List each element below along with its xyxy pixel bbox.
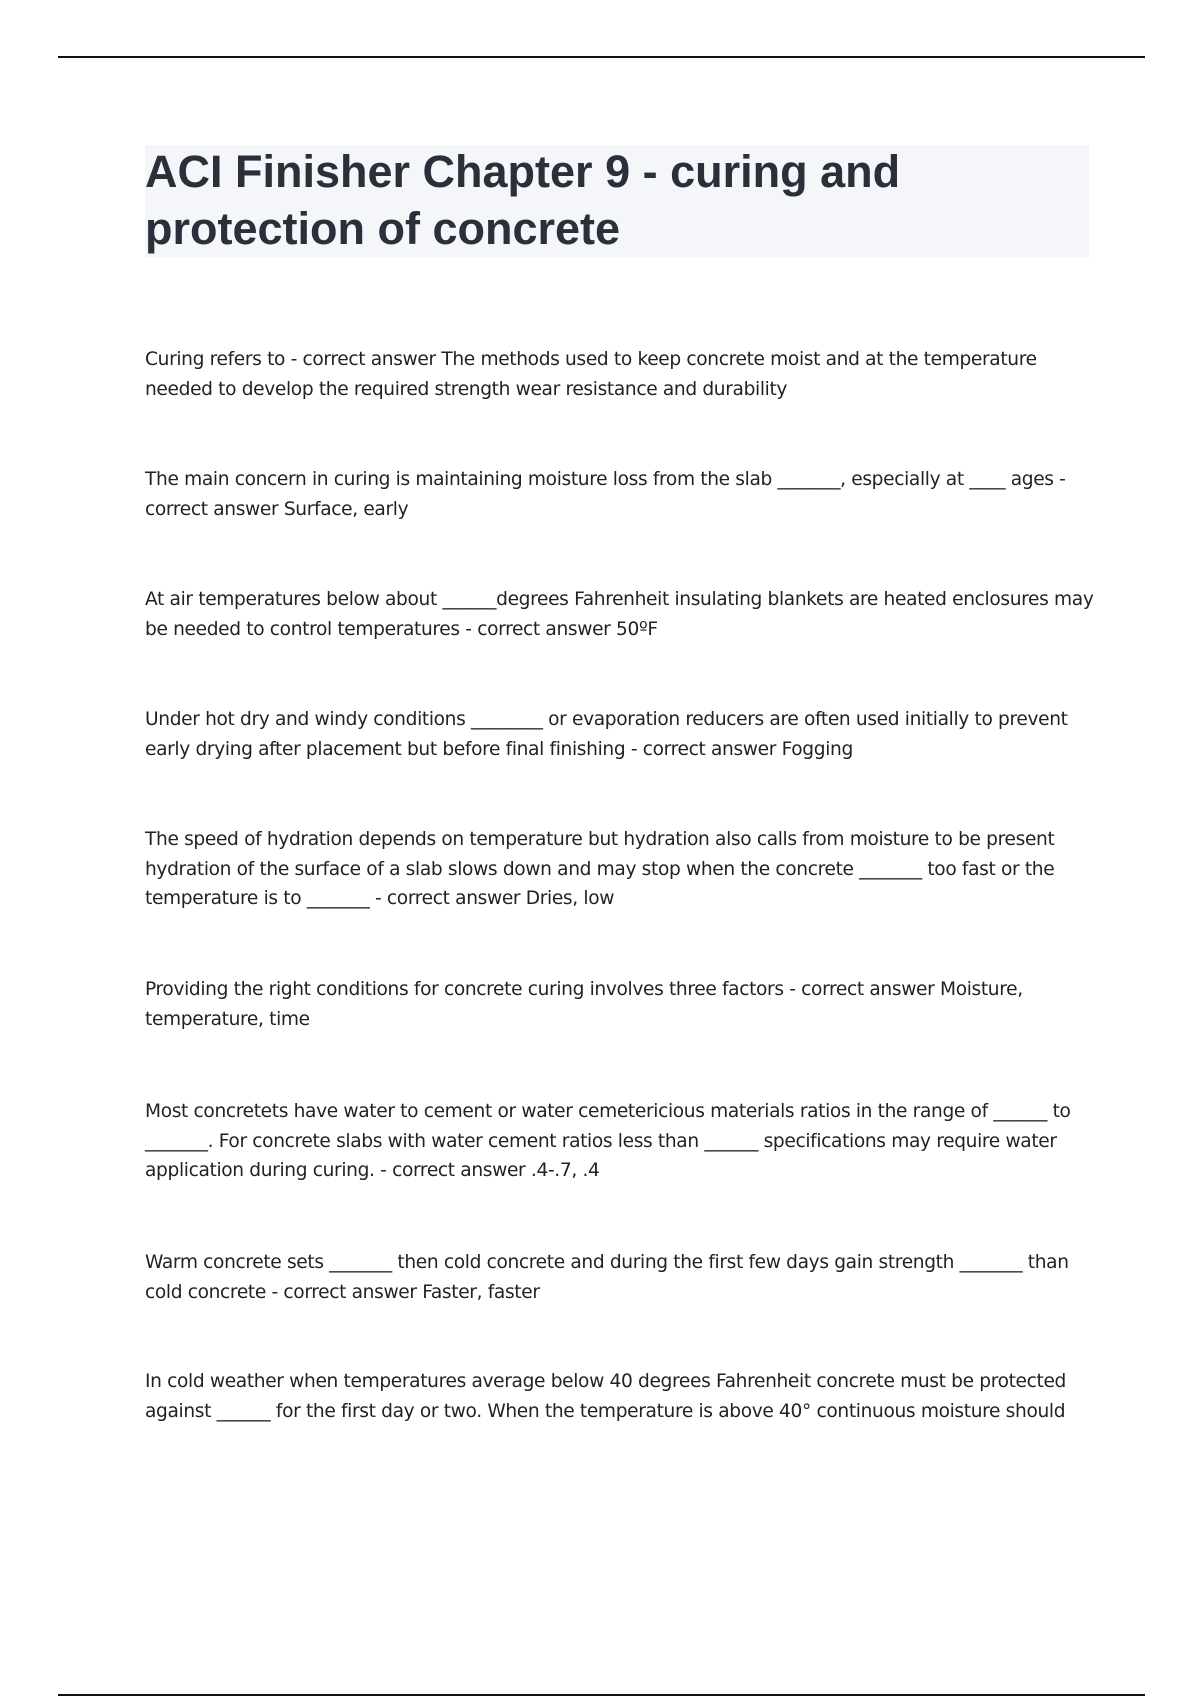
qa-item-1: Curing refers to - correct answer The methods used to keep concrete moist and at the temperature needed to develop the required strength wear resistance and durability	[145, 349, 1037, 400]
qa-item-6: Providing the right conditions for concrete curing involves three factors - correct answer Moisture, temperature, time	[145, 979, 1023, 1030]
qa-item-8: Warm concrete sets _______ then cold concrete and during the first few days gain strength _______ than cold concrete - correct answer Faster, faster	[145, 1252, 1069, 1303]
top-rule	[58, 56, 1145, 58]
qa-item-3: At air temperatures below about ______degrees Fahrenheit insulating blankets are heated enclosures may be needed to control temperatures - correct answer 50ºF	[145, 589, 1094, 640]
qa-item-5: The speed of hydration depends on temperature but hydration also calls from moisture to be present hydration of the surface of a slab slows down and may stop when the concrete _______ too fast or the temperature is to _______ - correct answer Dries, low	[145, 829, 1055, 909]
qa-item-4: Under hot dry and windy conditions ________ or evaporation reducers are often used initially to prevent early drying after placement but before final finishing - correct answer Fogging	[145, 709, 1068, 760]
qa-item-9: In cold weather when temperatures average below 40 degrees Fahrenheit concrete must be protected against ______ for the first day or two. When the temperature is above 40° continuous moisture should	[145, 1371, 1066, 1422]
bottom-rule	[58, 1694, 1145, 1696]
document-title: ACI Finisher Chapter 9 - curing and protection of concrete	[145, 146, 901, 254]
qa-item-7: Most concretets have water to cement or water cemetericious materials ratios in the range of ______ to _______. For concrete slabs with water cement ratios less than ______ specifications may require water application during curing. - correct answer .4-.7, .4	[145, 1101, 1071, 1181]
qa-item-2: The main concern in curing is maintaining moisture loss from the slab _______, especially at ____ ages - correct answer Surface, early	[145, 469, 1066, 520]
